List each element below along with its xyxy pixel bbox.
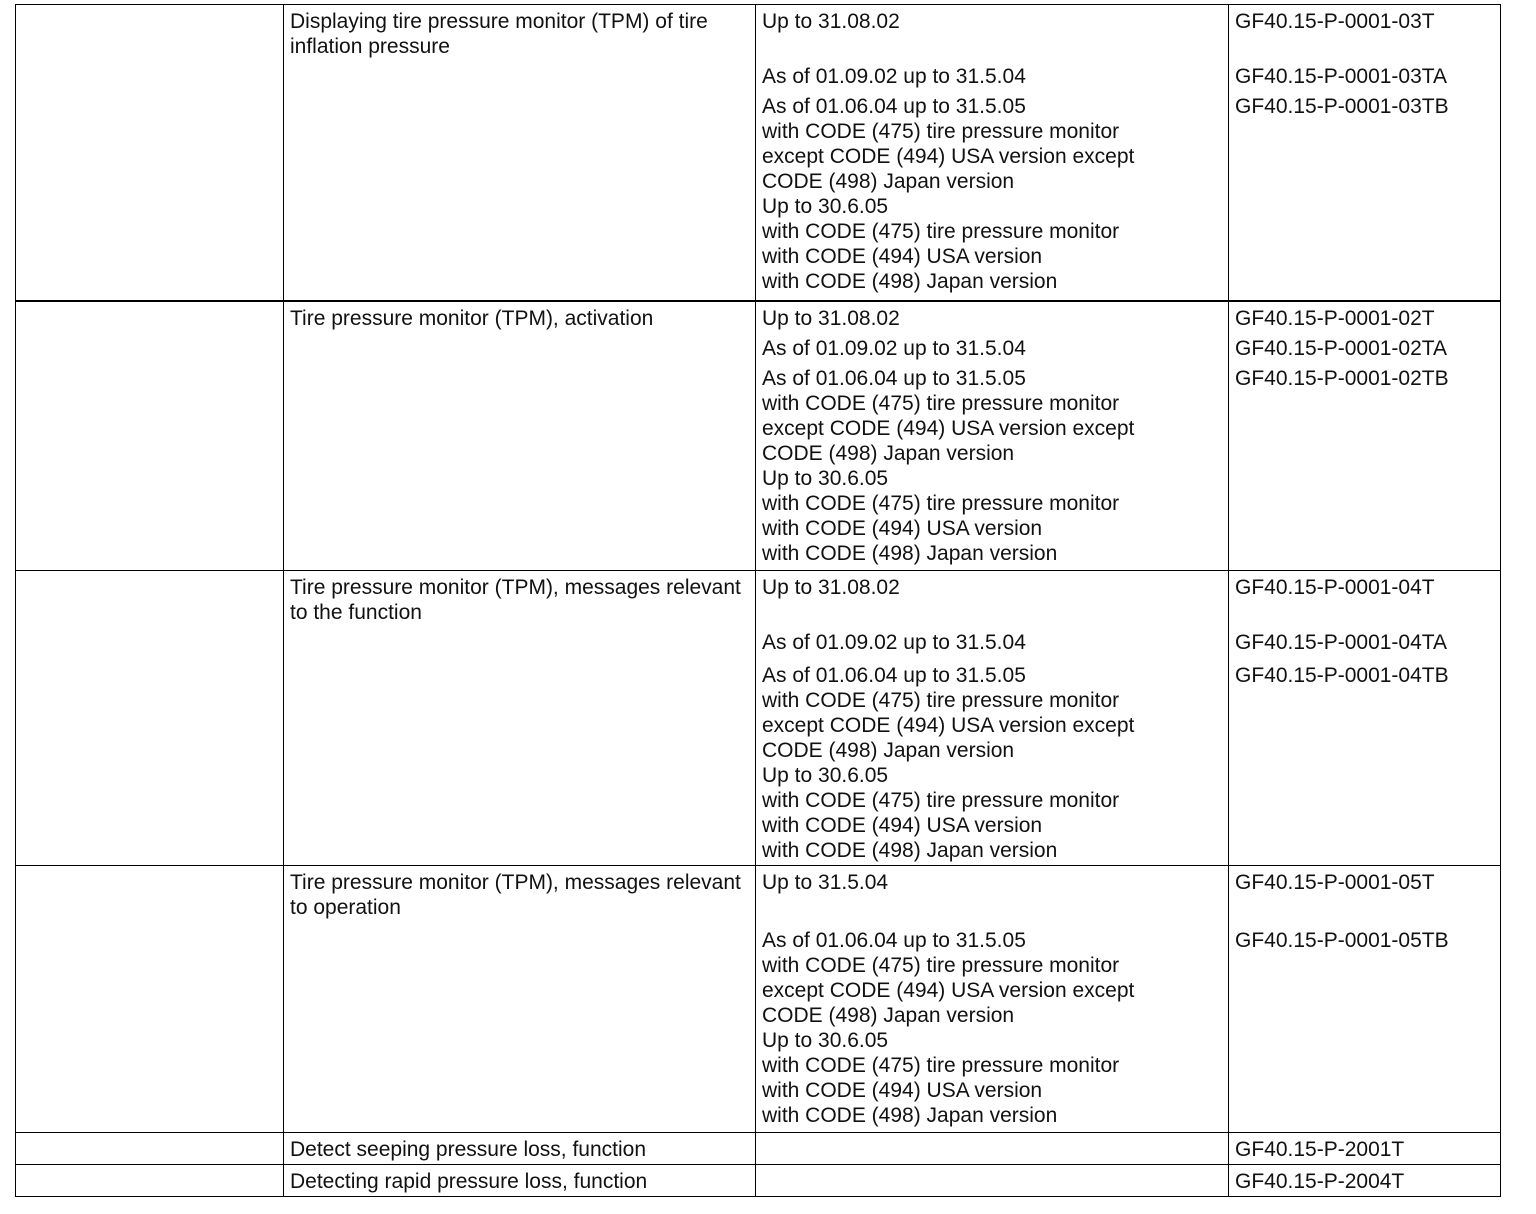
document-table bbox=[15, 4, 1501, 1197]
validity-line: with CODE (498) Japan version bbox=[762, 839, 1058, 862]
document-code: GF40.15-P-2001T bbox=[1235, 1138, 1405, 1161]
document-code: GF40.15-P-0001-02T bbox=[1235, 307, 1435, 330]
validity-line: with CODE (475) tire pressure monitor bbox=[762, 220, 1120, 243]
document-cell bbox=[1229, 1133, 1501, 1165]
function-text: Displaying tire pressure monitor (TPM) of tire inflation pressure bbox=[290, 10, 708, 58]
document-code: GF40.15-P-0001-02TB bbox=[1235, 367, 1449, 390]
document-cell bbox=[1229, 866, 1501, 1133]
validity-line: with CODE (494) USA version bbox=[762, 245, 1043, 268]
document-code: GF40.15-P-0001-05TB bbox=[1235, 929, 1449, 952]
function-cell bbox=[284, 1165, 756, 1197]
document-code: GF40.15-P-0001-02TA bbox=[1235, 337, 1448, 360]
validity-line: with CODE (475) tire pressure monitor bbox=[762, 1054, 1120, 1077]
table-row bbox=[16, 1133, 1501, 1165]
validity-line: As of 01.06.04 up to 31.5.05 bbox=[762, 95, 1026, 118]
validity-line: with CODE (498) Japan version bbox=[762, 542, 1058, 565]
document-code: GF40.15-P-0001-04T bbox=[1235, 576, 1435, 599]
table-row bbox=[16, 5, 1501, 302]
validity-line: except CODE (494) USA version except bbox=[762, 714, 1135, 737]
validity-line: As of 01.06.04 up to 31.5.05 bbox=[762, 367, 1026, 390]
empty-cell bbox=[16, 1133, 284, 1165]
validity-line: CODE (498) Japan version bbox=[762, 442, 1015, 465]
validity-line: Up to 31.08.02 bbox=[762, 307, 900, 330]
empty-cell bbox=[16, 571, 284, 866]
function-cell bbox=[284, 571, 756, 866]
validity-line: As of 01.06.04 up to 31.5.05 bbox=[762, 929, 1026, 952]
validity-cell bbox=[756, 1165, 1229, 1197]
document-code: GF40.15-P-0001-03TA bbox=[1235, 65, 1448, 88]
document-cell bbox=[1229, 571, 1501, 866]
validity-cell bbox=[756, 1133, 1229, 1165]
empty-cell bbox=[16, 5, 284, 302]
validity-line: with CODE (494) USA version bbox=[762, 517, 1043, 540]
document-code: GF40.15-P-0001-04TB bbox=[1235, 664, 1449, 687]
function-cell bbox=[284, 5, 756, 302]
function-text: Tire pressure monitor (TPM), messages relevant to operation bbox=[290, 871, 741, 919]
validity-line: with CODE (475) tire pressure monitor bbox=[762, 689, 1120, 712]
table-row bbox=[16, 571, 1501, 866]
function-cell bbox=[284, 866, 756, 1133]
document-cell bbox=[1229, 1165, 1501, 1197]
validity-line: Up to 30.6.05 bbox=[762, 1029, 889, 1052]
validity-line: with CODE (475) tire pressure monitor bbox=[762, 392, 1120, 415]
validity-line: Up to 30.6.05 bbox=[762, 764, 889, 787]
validity-line: Up to 31.08.02 bbox=[762, 576, 900, 599]
validity-cell bbox=[756, 5, 1229, 302]
validity-line: CODE (498) Japan version bbox=[762, 739, 1015, 762]
validity-line: with CODE (494) USA version bbox=[762, 814, 1043, 837]
empty-cell bbox=[16, 866, 284, 1133]
validity-line: with CODE (475) tire pressure monitor bbox=[762, 954, 1120, 977]
validity-line: As of 01.09.02 up to 31.5.04 bbox=[762, 65, 1026, 88]
validity-line: with CODE (494) USA version bbox=[762, 1079, 1043, 1102]
validity-line: Up to 31.08.02 bbox=[762, 10, 900, 33]
validity-cell bbox=[756, 866, 1229, 1133]
empty-cell bbox=[16, 1165, 284, 1197]
validity-line: with CODE (475) tire pressure monitor bbox=[762, 789, 1120, 812]
validity-line: CODE (498) Japan version bbox=[762, 170, 1015, 193]
table-row bbox=[16, 301, 1501, 571]
validity-line: with CODE (475) tire pressure monitor bbox=[762, 492, 1120, 515]
function-cell bbox=[284, 301, 756, 571]
validity-line: with CODE (475) tire pressure monitor bbox=[762, 120, 1120, 143]
validity-line: CODE (498) Japan version bbox=[762, 1004, 1015, 1027]
empty-cell bbox=[16, 301, 284, 571]
validity-line: except CODE (494) USA version except bbox=[762, 145, 1135, 168]
validity-line: with CODE (498) Japan version bbox=[762, 270, 1058, 293]
validity-line: with CODE (498) Japan version bbox=[762, 1104, 1058, 1127]
validity-line: Up to 30.6.05 bbox=[762, 467, 889, 490]
function-text: Detecting rapid pressure loss, function bbox=[290, 1170, 648, 1193]
function-text: Tire pressure monitor (TPM), messages relevant to the function bbox=[290, 576, 741, 624]
document-code: GF40.15-P-0001-05T bbox=[1235, 871, 1435, 894]
validity-line: As of 01.09.02 up to 31.5.04 bbox=[762, 337, 1026, 360]
table-row bbox=[16, 866, 1501, 1133]
validity-line: except CODE (494) USA version except bbox=[762, 417, 1135, 440]
function-text: Detect seeping pressure loss, function bbox=[290, 1138, 647, 1161]
table-row bbox=[16, 1165, 1501, 1197]
document-code: GF40.15-P-0001-03TB bbox=[1235, 95, 1449, 118]
validity-line: Up to 31.5.04 bbox=[762, 871, 889, 894]
validity-line: Up to 30.6.05 bbox=[762, 195, 889, 218]
validity-line: As of 01.06.04 up to 31.5.05 bbox=[762, 664, 1026, 687]
document-cell bbox=[1229, 301, 1501, 571]
validity-cell bbox=[756, 301, 1229, 571]
validity-line: except CODE (494) USA version except bbox=[762, 979, 1135, 1002]
function-text: Tire pressure monitor (TPM), activation bbox=[290, 307, 654, 330]
document-code: GF40.15-P-2004T bbox=[1235, 1170, 1405, 1193]
document-code: GF40.15-P-0001-03T bbox=[1235, 10, 1435, 33]
document-code: GF40.15-P-0001-04TA bbox=[1235, 631, 1448, 654]
document-cell bbox=[1229, 5, 1501, 302]
validity-cell bbox=[756, 571, 1229, 866]
validity-line: As of 01.09.02 up to 31.5.04 bbox=[762, 631, 1026, 654]
function-cell bbox=[284, 1133, 756, 1165]
